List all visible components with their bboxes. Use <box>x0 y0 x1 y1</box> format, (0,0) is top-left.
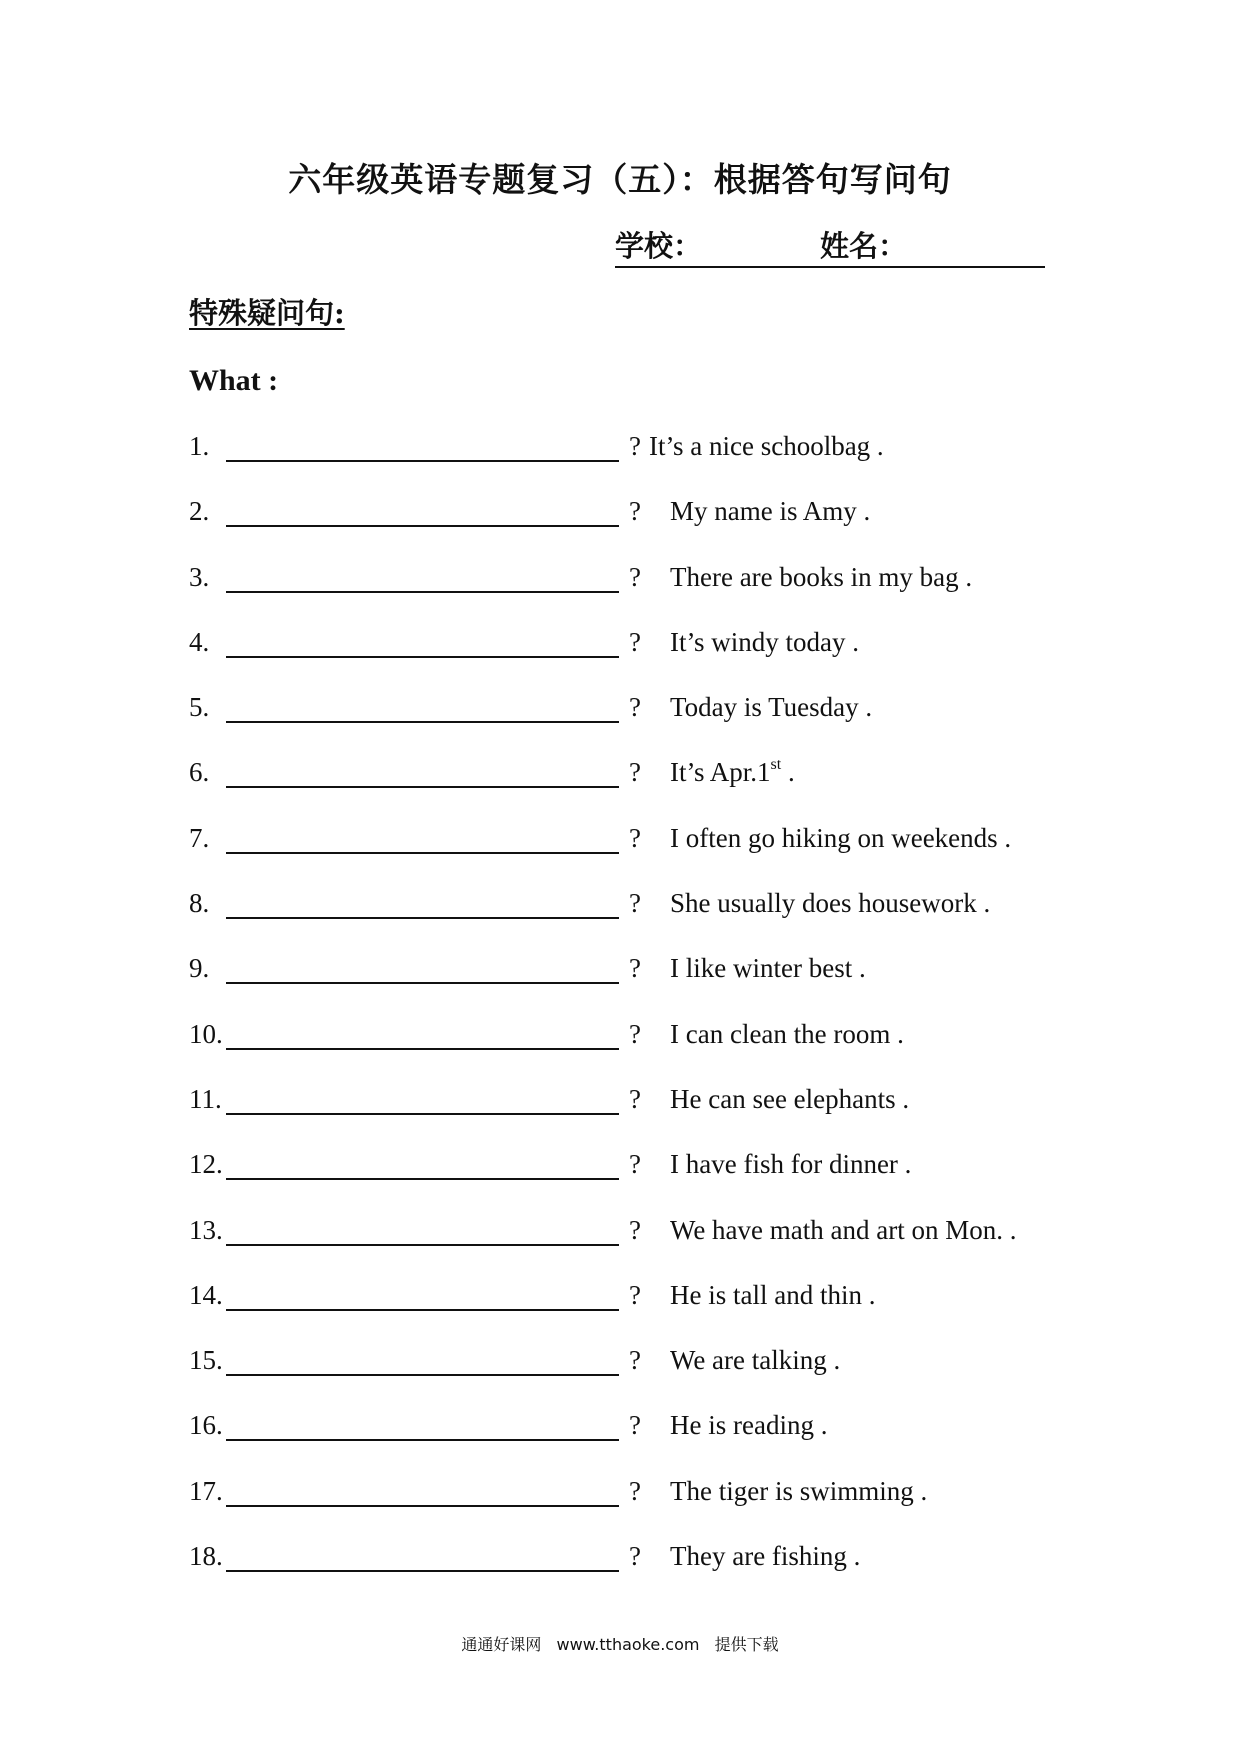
answer-blank-line[interactable] <box>226 460 619 462</box>
answer-blank-line[interactable] <box>226 1244 619 1246</box>
answer-sentence <box>670 1407 827 1443</box>
answer-blank-line[interactable] <box>226 786 619 788</box>
answer-sentence <box>670 493 870 529</box>
answer-blank-line[interactable] <box>226 917 619 919</box>
answer-blank-line[interactable] <box>226 525 619 527</box>
answer-blank-line[interactable] <box>226 656 619 658</box>
answer-blank-line[interactable] <box>226 852 619 854</box>
answer-sentence <box>670 1081 909 1117</box>
footer <box>0 1634 1240 1656</box>
question-row <box>189 820 1069 885</box>
answer-text: I have fish for dinner . <box>670 1149 912 1180</box>
answer-text: He is tall and thin . <box>670 1279 876 1310</box>
question-list <box>189 428 1069 1603</box>
answer-blank-line[interactable] <box>226 1505 619 1507</box>
question-row <box>189 493 1069 558</box>
answer-blank-line[interactable] <box>226 1113 619 1115</box>
answer-sentence <box>670 559 972 595</box>
question-mark: ? <box>629 953 641 984</box>
answer-text: He is reading . <box>670 1410 828 1441</box>
question-number: 5. <box>189 692 210 723</box>
question-mark: ? <box>629 757 641 788</box>
sub-heading: What : <box>189 364 279 397</box>
question-number: 1. <box>189 431 210 461</box>
footer-note: 提供下载 <box>714 1635 779 1654</box>
question-row <box>189 1081 1069 1146</box>
question-mark: ? <box>629 822 641 853</box>
answer-blank-line[interactable] <box>226 1439 619 1441</box>
question-row <box>189 559 1069 624</box>
answer-sentence <box>670 950 866 986</box>
answer-blank-line[interactable] <box>226 721 619 723</box>
answer-text: My name is Amy . <box>670 496 871 527</box>
answer-sentence <box>670 624 859 660</box>
answer-text: It’s Apr.1 <box>670 757 771 788</box>
answer-blank-line[interactable] <box>226 1570 619 1572</box>
question-number: 17. <box>189 1475 223 1506</box>
question-number: 10. <box>189 1018 223 1049</box>
question-mark: ? <box>629 1083 641 1114</box>
section-heading: 特殊疑问句: <box>189 296 345 330</box>
answer-sentence <box>670 1538 860 1574</box>
answer-text: The tiger is swimming . <box>670 1475 928 1506</box>
question-row <box>189 950 1069 1015</box>
question-mark: ? <box>629 1410 641 1441</box>
question-row <box>189 1277 1069 1342</box>
question-mark: ? <box>629 888 641 919</box>
answer-text: It’s windy today . <box>670 626 859 657</box>
question-mark: ? <box>629 1475 641 1506</box>
question-number: 7. <box>189 822 210 853</box>
answer-text: I like winter best . <box>670 953 866 984</box>
question-row <box>189 1473 1069 1538</box>
name-label: 姓名： <box>820 229 908 263</box>
school-label: 学校： <box>615 229 703 263</box>
question-number: 11. <box>189 1083 222 1114</box>
question-number: 3. <box>189 561 210 592</box>
answer-text: They are fishing . <box>670 1541 861 1572</box>
question-number: 18. <box>189 1541 223 1572</box>
question-number: 14. <box>189 1279 223 1310</box>
question-row <box>189 624 1069 689</box>
question-number: 12. <box>189 1149 223 1180</box>
question-row <box>189 1212 1069 1277</box>
answer-sentence <box>670 1212 1016 1248</box>
question-row <box>189 1016 1069 1081</box>
answer-superscript: st <box>770 756 782 774</box>
answer-blank-line[interactable] <box>226 1178 619 1180</box>
answer-sentence <box>670 1342 840 1378</box>
question-number: 15. <box>189 1345 223 1376</box>
answer-text: I often go hiking on weekends . <box>670 822 1012 853</box>
question-mark: ? <box>629 692 641 723</box>
footer-site-url: www.tthaoke.com <box>556 1635 700 1654</box>
answer-blank-line[interactable] <box>226 1048 619 1050</box>
question-mark: ? <box>629 626 641 657</box>
question-mark: ? <box>629 1345 641 1376</box>
answer-blank-line[interactable] <box>226 1309 619 1311</box>
question-row <box>189 428 1069 493</box>
question-number: 6. <box>189 757 210 788</box>
question-mark: ? <box>629 1149 641 1180</box>
answer-text: He can see elephants . <box>670 1083 910 1114</box>
answer-text: Today is Tuesday . <box>670 692 873 723</box>
school-name-fields <box>615 226 1045 268</box>
answer-text: There are books in my bag . <box>670 561 973 592</box>
question-number: 9. <box>189 953 210 984</box>
question-mark: ? <box>629 1541 641 1572</box>
answer-sentence <box>670 689 872 725</box>
answer-sentence <box>670 885 990 921</box>
answer-sentence <box>670 1016 904 1052</box>
question-mark: ? <box>629 1018 641 1049</box>
question-number: 4. <box>189 626 210 657</box>
answer-sentence <box>670 1146 911 1182</box>
question-number: 16. <box>189 1410 223 1441</box>
answer-sentence <box>670 820 1011 856</box>
page-title: 六年级英语专题复习（五）：根据答句写问句 <box>288 160 952 199</box>
answer-sentence <box>670 1277 875 1313</box>
question-row <box>189 1146 1069 1211</box>
answer-blank-line[interactable] <box>226 1374 619 1376</box>
question-row <box>189 689 1069 754</box>
question-row <box>189 1342 1069 1407</box>
question-number: 8. <box>189 888 210 919</box>
question-mark: ? <box>629 496 641 527</box>
question-number: 2. <box>189 496 210 527</box>
answer-text-tail: . <box>781 757 795 788</box>
answer-text: We are talking . <box>670 1345 841 1376</box>
question-row <box>189 1538 1069 1603</box>
question-row <box>189 754 1069 819</box>
answer-text: I can clean the room . <box>670 1018 904 1049</box>
answer-sentence <box>670 1473 927 1509</box>
answer-text: We have math and art on Mon. . <box>670 1214 1017 1245</box>
question-mark: ? <box>629 561 641 592</box>
question-row <box>189 1407 1069 1472</box>
answer-text: She usually does housework . <box>670 888 991 919</box>
footer-site-name: 通通好课网 <box>461 1635 542 1654</box>
question-mark: ? <box>629 431 641 461</box>
answer-blank-line[interactable] <box>226 591 619 593</box>
answer-sentence <box>670 754 795 790</box>
answer-text: It’s a nice schoolbag . <box>649 431 884 461</box>
question-row <box>189 885 1069 950</box>
question-number: 13. <box>189 1214 223 1245</box>
question-mark: ? <box>629 1279 641 1310</box>
answer-blank-line[interactable] <box>226 982 619 984</box>
question-mark: ? <box>629 1214 641 1245</box>
answer-sentence <box>649 428 884 464</box>
